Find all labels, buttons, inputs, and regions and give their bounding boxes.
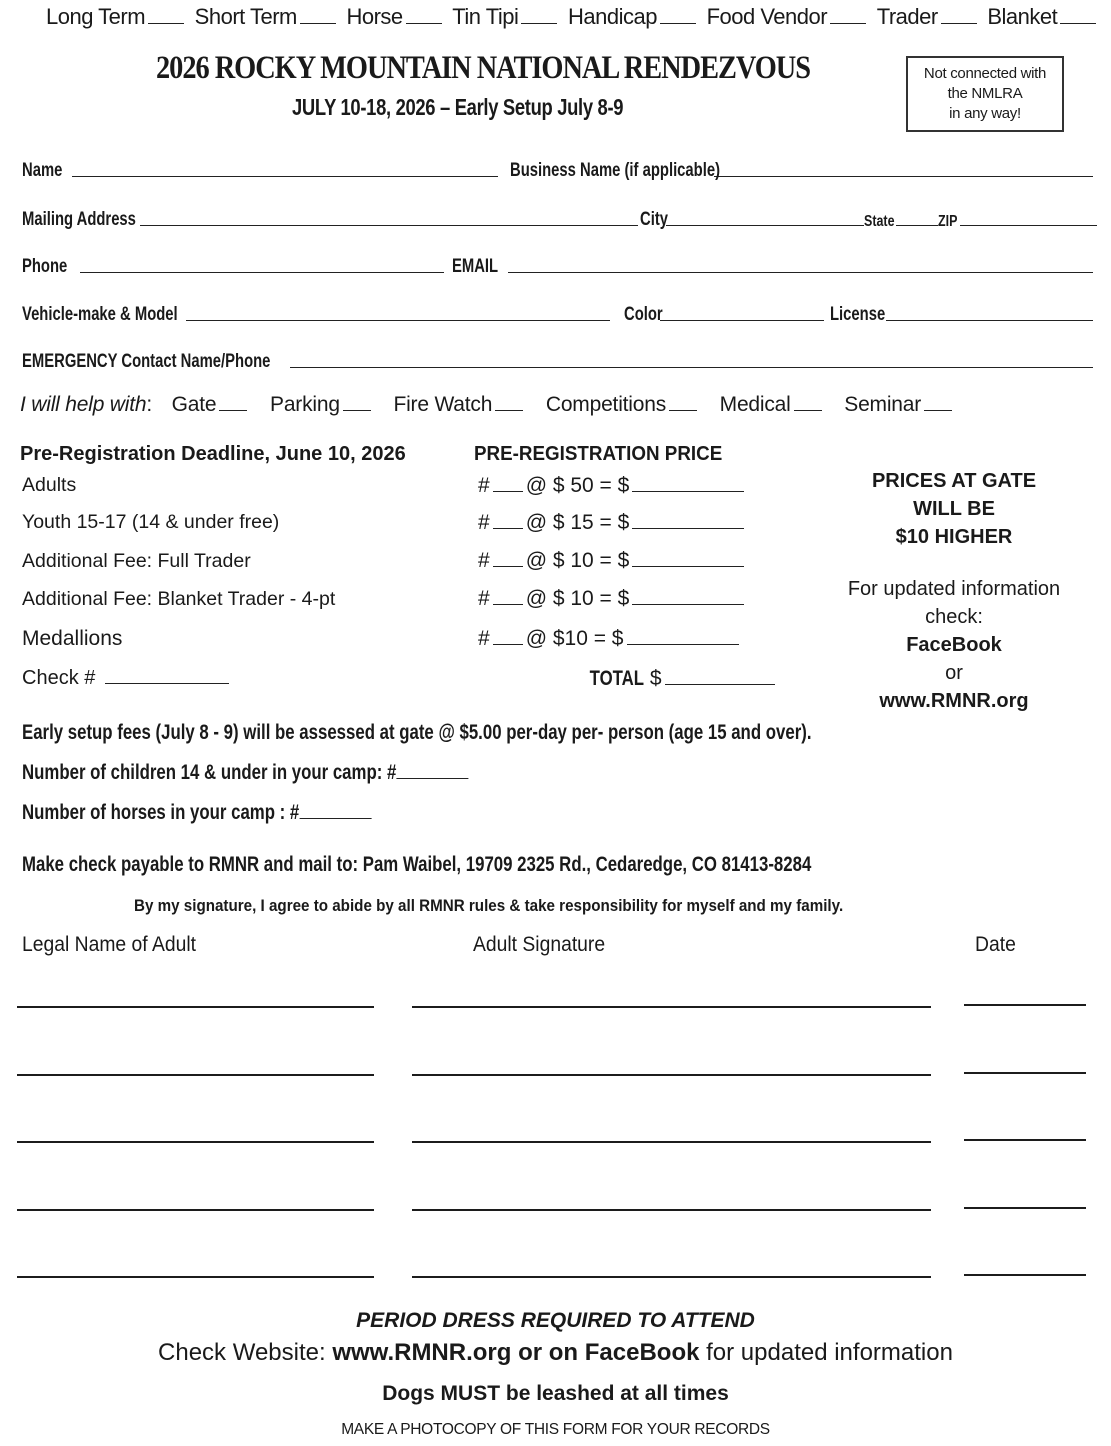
category-blank[interactable] xyxy=(660,22,696,24)
volunteer-blank[interactable] xyxy=(219,409,247,411)
mailing-address-label: Mailing Address xyxy=(22,209,136,230)
state-field[interactable] xyxy=(896,225,938,226)
phone-label: Phone xyxy=(22,256,68,277)
check-number-field[interactable] xyxy=(105,682,229,684)
quantity-field[interactable] xyxy=(493,603,523,605)
color-label: Color xyxy=(624,304,663,325)
date-line[interactable] xyxy=(964,1072,1086,1074)
event-dates: JULY 10-18, 2026 – Early Setup July 8-9 xyxy=(292,94,624,120)
signature-line[interactable] xyxy=(412,1141,931,1143)
business-name-label: Business Name (if applicable) xyxy=(510,160,721,181)
vehicle-field[interactable] xyxy=(186,320,610,321)
fee-label-full-trader: Additional Fee: Full Trader xyxy=(22,550,251,572)
horses-count-row xyxy=(22,801,374,825)
legal-name-line[interactable] xyxy=(17,1209,374,1211)
amount-field[interactable] xyxy=(632,603,744,605)
category-blank[interactable] xyxy=(406,22,442,24)
volunteer-label: I will help with xyxy=(20,393,147,416)
photocopy-notice: MAKE A PHOTOCOPY OF THIS FORM FOR YOUR RECORDS xyxy=(341,1421,770,1438)
emergency-row xyxy=(22,347,1097,373)
fee-label-blanket-trader: Additional Fee: Blanket Trader - 4-pt xyxy=(22,588,336,610)
emergency-label: EMERGENCY Contact Name/Phone xyxy=(22,351,271,372)
fee-calc-full-trader: # @ $ 10 = $ xyxy=(478,549,747,573)
gate-price-notice: PRICES AT GATE WILL BE $10 HIGHER xyxy=(871,470,1037,548)
name-field[interactable] xyxy=(72,176,498,177)
category-blank[interactable] xyxy=(1060,22,1096,24)
children-count-row xyxy=(22,761,471,785)
signature-line[interactable] xyxy=(412,1006,931,1008)
category-blank[interactable] xyxy=(521,22,557,24)
email-label: EMAIL xyxy=(452,256,499,277)
name-row xyxy=(22,156,1097,182)
quantity-field[interactable] xyxy=(493,490,523,492)
quantity-field[interactable] xyxy=(493,527,523,529)
email-field[interactable] xyxy=(508,272,1093,273)
category-blank[interactable] xyxy=(941,22,977,24)
website-link[interactable]: www.RMNR.org xyxy=(879,690,1029,712)
total-field[interactable] xyxy=(665,683,775,685)
color-field[interactable] xyxy=(660,320,824,321)
volunteer-blank[interactable] xyxy=(343,409,371,411)
business-name-field[interactable] xyxy=(714,176,1093,177)
fee-label-youth: Youth 15-17 (14 & under free) xyxy=(22,511,280,533)
agreement-statement: By my signature, I agree to abide by all RMNR rules & take responsibility for myself and my family. xyxy=(134,897,844,915)
category-blanket: Blanket xyxy=(987,4,1099,30)
legal-name-line[interactable] xyxy=(17,1006,374,1008)
license-field[interactable] xyxy=(886,320,1093,321)
signature-line[interactable] xyxy=(412,1209,931,1211)
quantity-field[interactable] xyxy=(493,565,523,567)
volunteer-blank[interactable] xyxy=(669,409,697,411)
volunteer-fire-watch: Fire Watch xyxy=(393,393,526,416)
address-row xyxy=(22,205,1097,231)
children-count-label: Number of children 14 & under in your camp: # xyxy=(22,761,397,784)
horses-count-label: Number of horses in your camp : # xyxy=(22,801,300,824)
date-line[interactable] xyxy=(964,1004,1086,1006)
disclaimer-box: Not connected with the NMLRA in any way! xyxy=(906,56,1064,132)
amount-field[interactable] xyxy=(632,565,744,567)
volunteer-row: I will help with: Gate Parking Fire Watch Competitions Medical Seminar xyxy=(20,393,955,417)
period-dress-notice: PERIOD DRESS REQUIRED TO ATTEND xyxy=(356,1309,755,1332)
volunteer-blank[interactable] xyxy=(924,409,952,411)
children-count-field[interactable] xyxy=(396,777,468,779)
early-setup-note: Early setup fees (July 8 - 9) will be assessed at gate @ $5.00 per-day per- person (age 15 and over). xyxy=(22,721,812,744)
category-long-term: Long Term xyxy=(46,4,187,30)
fee-calc-youth: # @ $ 15 = $ xyxy=(478,511,747,535)
vehicle-label: Vehicle-make & Model xyxy=(22,304,178,325)
fee-label-medallions: Medallions xyxy=(22,627,123,650)
volunteer-parking: Parking xyxy=(270,393,374,416)
date-header: Date xyxy=(975,933,1016,956)
category-blank[interactable] xyxy=(148,22,184,24)
website-notice: Check Website: www.RMNR.org or on FaceBook for updated information xyxy=(158,1339,953,1366)
quantity-field[interactable] xyxy=(493,643,523,645)
signature-line[interactable] xyxy=(412,1276,931,1278)
phone-row xyxy=(22,252,1097,278)
amount-field[interactable] xyxy=(632,490,744,492)
volunteer-seminar: Seminar xyxy=(844,393,955,416)
city-field[interactable] xyxy=(666,225,864,226)
city-label: City xyxy=(640,209,669,230)
amount-field[interactable] xyxy=(627,643,739,645)
phone-field[interactable] xyxy=(80,272,444,273)
fee-calc-medallions: # @ $10 = $ xyxy=(478,627,742,651)
page-title: 2026 ROCKY MOUNTAIN NATIONAL RENDEZVOUS xyxy=(156,50,811,86)
category-handicap: Handicap xyxy=(568,4,699,30)
volunteer-medical: Medical xyxy=(720,393,825,416)
volunteer-blank[interactable] xyxy=(495,409,523,411)
total-label: TOTAL xyxy=(589,667,645,690)
check-number-label: Check # xyxy=(22,667,96,689)
category-trader: Trader xyxy=(877,4,980,30)
volunteer-blank[interactable] xyxy=(794,409,822,411)
category-blank[interactable] xyxy=(300,22,336,24)
signature-header: Adult Signature xyxy=(473,933,606,956)
update-info: For updated information check: FaceBook or www.RMNR.org xyxy=(830,575,1078,715)
dogs-notice: Dogs MUST be leashed at all times xyxy=(382,1382,729,1405)
category-horse: Horse xyxy=(346,4,444,30)
license-label: License xyxy=(830,304,886,325)
legal-name-line[interactable] xyxy=(17,1074,374,1076)
website-facebook-link[interactable]: www.RMNR.org or on FaceBook xyxy=(332,1339,700,1366)
zip-field[interactable] xyxy=(960,225,1097,226)
amount-field[interactable] xyxy=(632,527,744,529)
fee-calc-adults: # @ $ 50 = $ xyxy=(478,474,747,498)
check-number-row xyxy=(22,667,232,690)
category-blank[interactable] xyxy=(830,22,866,24)
name-label: Name xyxy=(22,160,63,181)
signature-line[interactable] xyxy=(412,1074,931,1076)
price-heading: PRE-REGISTRATION PRICE xyxy=(474,443,723,465)
total-row: TOTAL $ xyxy=(576,667,778,691)
date-line[interactable] xyxy=(964,1139,1086,1141)
emergency-field[interactable] xyxy=(290,367,1093,368)
date-line[interactable] xyxy=(964,1207,1086,1209)
zip-label: ZIP xyxy=(938,213,958,230)
category-tin-tipi: Tin Tipi xyxy=(452,4,560,30)
deadline-heading: Pre-Registration Deadline, June 10, 2026 xyxy=(20,443,406,465)
category-food-vendor: Food Vendor xyxy=(707,4,869,30)
fee-calc-blanket-trader: # @ $ 10 = $ xyxy=(478,587,747,611)
mailing-address-field[interactable] xyxy=(140,225,638,226)
legal-name-header: Legal Name of Adult xyxy=(22,933,196,956)
horses-count-field[interactable] xyxy=(299,817,371,819)
category-short-term: Short Term xyxy=(195,4,339,30)
volunteer-gate: Gate xyxy=(172,393,251,416)
vehicle-row xyxy=(22,300,1097,326)
legal-name-line[interactable] xyxy=(17,1276,374,1278)
category-row xyxy=(46,4,1101,30)
date-line[interactable] xyxy=(964,1274,1086,1276)
mailing-instructions: Make check payable to RMNR and mail to: Pam Waibel, 19709 2325 Rd., Cedaredge, CO 81413-8284 xyxy=(22,853,812,876)
volunteer-competitions: Competitions xyxy=(546,393,700,416)
legal-name-line[interactable] xyxy=(17,1141,374,1143)
fee-label-adults: Adults xyxy=(22,474,77,496)
state-label: State xyxy=(864,213,895,230)
facebook-text: FaceBook xyxy=(906,634,1002,656)
